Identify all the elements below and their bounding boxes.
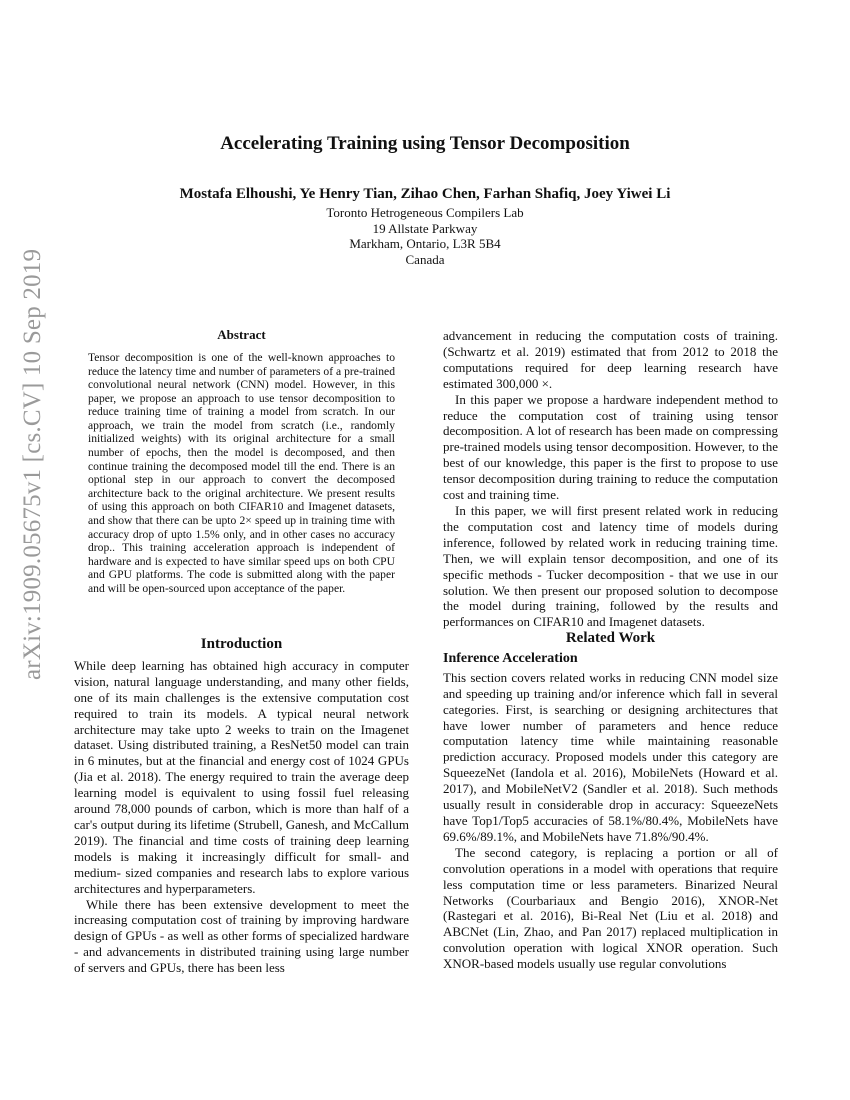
introduction-paragraph-3: In this paper we propose a hardware independent method to reduce the computation cost of training using tensor decomposition. A lot of research has been made on compressing pre-trained models using tensor decomposition. However, to the best of our knowledge, this paper is the first to propose to use tensor decomposition during training to reduce the computation cost and training time. xyxy=(443,391,778,503)
introduction-paragraph-1: While deep learning has obtained high accuracy in computer vision, natural language understanding, and many other fields, one of its main challenges is the extensive computation cost required to train its models. A typical neural network architecture may take upto 2 weeks to train on the Imagenet dataset. Using distributed training, a ResNet50 model can train in 6 minutes, but at the financial and energy cost of 1024 GPUs (Jia et al. 2018). The energy required to train the average deep learning model is equivalent to using fossil fuel releasing around 78,000 pounds of carbon, which is more than half of a car's output during its lifetime (Strubell, Ganesh, and McCallum 2019). The financial and time costs of training deep learning models is making it increasingly difficult for small- and medium- sized companies and research labs to explore various architectures and hyperparameters. xyxy=(74,657,409,896)
affiliation-lab: Toronto Hetrogeneous Compilers Lab xyxy=(326,205,524,220)
arxiv-identifier-stamp: arXiv:1909.05675v1 [cs.CV] 10 Sep 2019 xyxy=(19,248,46,680)
related-work-heading: Related Work xyxy=(565,630,656,646)
introduction-paragraph-4: In this paper, we will first present related work in reducing the computation cost and latency time of models during inference, followed by related work in reducing training time. Then, we will explain tensor decomposition, and one of its specific methods - Tucker decomposition - that we use in our solution. We then present our proposed solution to decompose the model during training, followed by the results and performances on CIFAR10 and Imagenet datasets. xyxy=(443,502,778,630)
left-column xyxy=(74,327,409,596)
introduction-heading: Introduction xyxy=(200,636,283,652)
related-work-paragraph-2: The second category, is replacing a portion or all of convolution operations in a model with operations that require less computation time or less parameters. Binarized Neural Networks (Courbariaux and Bengio 2016), XNOR-Net (Rastegari et al. 2016), Bi-Real Net (Liu et al. 2018) and ABCNet (Lin, Zhao, and Pan 2017) replaced multiplication in convolution operation with logical XNOR operation. Such XNOR-based models usually use regular convolutions xyxy=(443,844,778,972)
abstract-text: Tensor decomposition is one of the well-known approaches to reduce the latency time and number of parameters of a pre-trained convolutional neural network (CNN) model. However, in this paper, we propose an approach to use tensor decomposition to reduce training time of training a model from scratch. In our approach, we train the model from scratch (i.e., randomly initialized weights) with its original architecture for a small number of epochs, then the model is decomposed, and then continue training the decomposed model till the end. There is an optional step in our approach to convert the decomposed architecture back to the original architecture. We present results of using this approach on both CIFAR10 and Imagenet datasets, and show that there can be upto 2× speed up in training time with accuracy drop of upto 1.5% only, and in other cases no accuracy drop.. This training acceleration approach is independent of hardware and is expected to have similar speed ups on both CPU and GPU platforms. The code is submitted along with the paper and will be open-sourced upon acceptance of the paper. xyxy=(88,350,395,595)
affiliation-city: Markham, Ontario, L3R 5B4 xyxy=(349,236,501,251)
paper-title: Accelerating Training using Tensor Decomposition xyxy=(220,133,630,154)
right-column xyxy=(443,328,778,630)
introduction-paragraph-2-continued: advancement in reducing the computation costs of training. (Schwartz et al. 2019) estimated that from 2012 to 2018 the computations required for deep learning research have estimated 300,000 ×. xyxy=(443,328,778,391)
related-work-section xyxy=(443,631,778,972)
inference-acceleration-subheading: Inference Acceleration xyxy=(443,650,578,666)
affiliation-street: 19 Allstate Parkway xyxy=(372,220,478,236)
introduction-paragraph-2: While there has been extensive development to meet the increasing computation cost of training by improving hardware design of GPUs - as well as other forms of specialized hardware - and advancements in distributed training using large number of servers and GPUs, there has been less xyxy=(74,896,409,976)
affiliation-block xyxy=(0,205,850,267)
abstract-heading: Abstract xyxy=(217,327,266,342)
related-work-paragraph-1: This section covers related works in reducing CNN model size and speeding up training and/or inference which fall in several categories. First, is searching or designing architectures that have lower number of parameters and hence reduce computation latency time while maintaining reasonable prediction accuracy. Proposed models under this category are SqueezeNet (Iandola et al. 2016), MobileNets (Howard et al. 2017), and MobileNetV2 (Sandler et al. 2018). Such methods usually result in considerable drop in accuracy: SqueezeNets have Top1/Top5 accuracies of 58.1%/80.4%, MobileNets have 69.6%/89.1%, and MobileNets have 71.8%/90.4%. xyxy=(443,669,778,844)
author-list: Mostafa Elhoushi, Ye Henry Tian, Zihao Chen, Farhan Shafiq, Joey Yiwei Li xyxy=(179,186,671,202)
introduction-section xyxy=(74,637,409,976)
affiliation-country: Canada xyxy=(405,251,445,267)
